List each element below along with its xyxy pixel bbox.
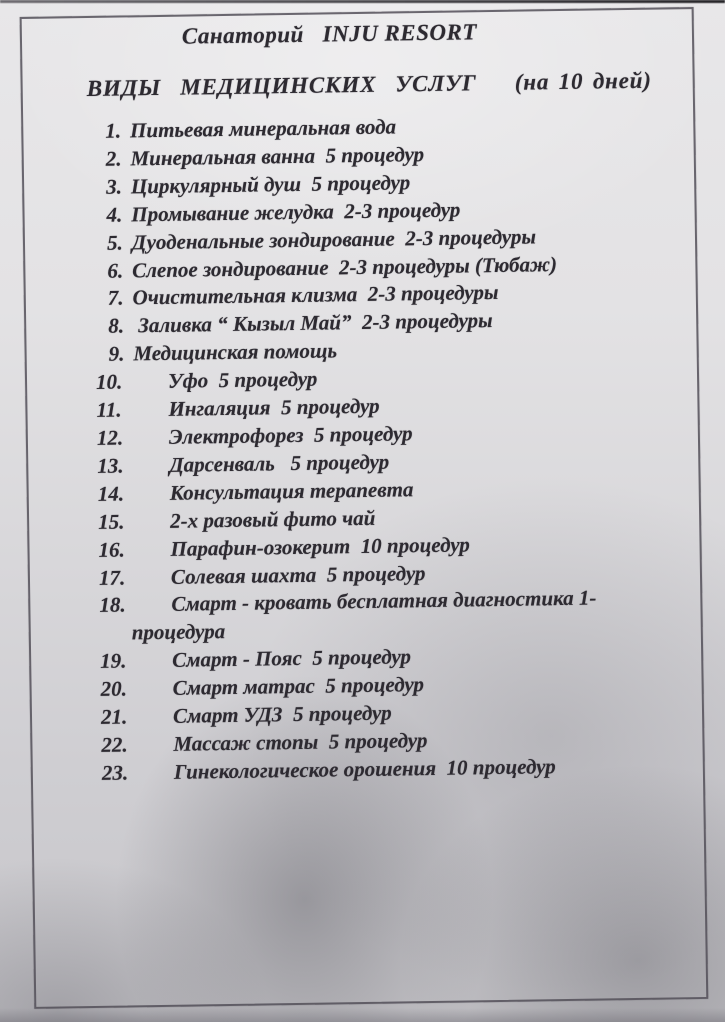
item-text: Очистительная клизма 2-3 процедуры	[132, 280, 499, 310]
item-text: Уфо 5 процедур	[167, 366, 318, 394]
item-text: Промывание желудка 2-3 процедур	[131, 197, 461, 227]
services-list	[0, 109, 709, 789]
item-text: Циркулярный душ 5 процедур	[130, 170, 411, 199]
item-number: 9.	[108, 341, 125, 366]
item-number: 10.	[95, 369, 123, 395]
item-number: 16.	[98, 537, 125, 562]
item-text: Слепое зондирование 2-3 процедуры (Тюбаж)	[131, 251, 558, 282]
item-number: 7.	[107, 285, 124, 311]
item-text: Смарт - кровать бесплатная диагностика 1-	[171, 585, 597, 617]
services-heading: ВИДЫ МЕДИЦИНСКИХ УСЛУГ (на 10 дней)	[86, 67, 652, 102]
item-number: 13.	[97, 453, 124, 478]
item-number: 12.	[96, 425, 124, 450]
document-title: Санаторий INJU RESORT	[181, 19, 478, 49]
item-text: Консультация терапевта	[169, 477, 414, 505]
item-number: 21.	[100, 704, 128, 729]
item-text-continuation: процедура	[131, 619, 226, 645]
item-number: 17.	[98, 565, 126, 590]
item-text: Смарт матрас 5 процедур	[172, 672, 425, 700]
item-number: 20.	[100, 676, 128, 702]
item-number: 22.	[101, 732, 128, 757]
item-number: 6.	[107, 258, 124, 283]
item-text: 2-х разовый фито чай	[169, 505, 376, 533]
item-number: 19.	[100, 648, 127, 674]
item-text: Смарт - Пояс 5 процедур	[172, 644, 412, 673]
item-text: Питьевая минеральная вода	[129, 114, 397, 143]
item-number: 11.	[96, 397, 122, 422]
item-text: Минеральная ванна 5 процедур	[130, 141, 425, 171]
item-number: 23.	[101, 760, 129, 785]
item-text: Парафин-озокерит 10 процедур	[170, 532, 470, 561]
item-text: Дуоденальные зондирование 2-3 процедуры	[131, 224, 537, 255]
photo-bottom-shadow	[0, 1008, 725, 1022]
item-text: Заливка “ Кызыл Май” 2-3 процедуры	[132, 308, 493, 338]
item-number: 15.	[97, 509, 125, 534]
item-text: Ингаляция 5 процедур	[168, 393, 380, 421]
item-number: 2.	[105, 146, 122, 171]
item-number: 14.	[97, 481, 125, 506]
item-text: Смарт УДЗ 5 процедур	[172, 700, 392, 728]
item-text: Электрофорез 5 процедур	[168, 421, 413, 449]
item-number: 18.	[99, 592, 126, 618]
item-number: 3.	[105, 174, 123, 199]
item-text: Гинекологическое орошения 10 процедур	[173, 754, 556, 784]
item-text: Массаж стопы 5 процедур	[173, 728, 428, 756]
item-text: Солевая шахта 5 процедур	[170, 560, 426, 589]
item-text: Дарсенваль 5 процедур	[169, 449, 390, 477]
item-number: 1.	[105, 118, 122, 143]
item-text: Медицинская помощь	[133, 338, 338, 366]
service-item	[1, 583, 707, 649]
item-number: 4.	[106, 202, 123, 227]
item-number: 5.	[106, 230, 123, 255]
item-number: 8.	[108, 313, 125, 339]
